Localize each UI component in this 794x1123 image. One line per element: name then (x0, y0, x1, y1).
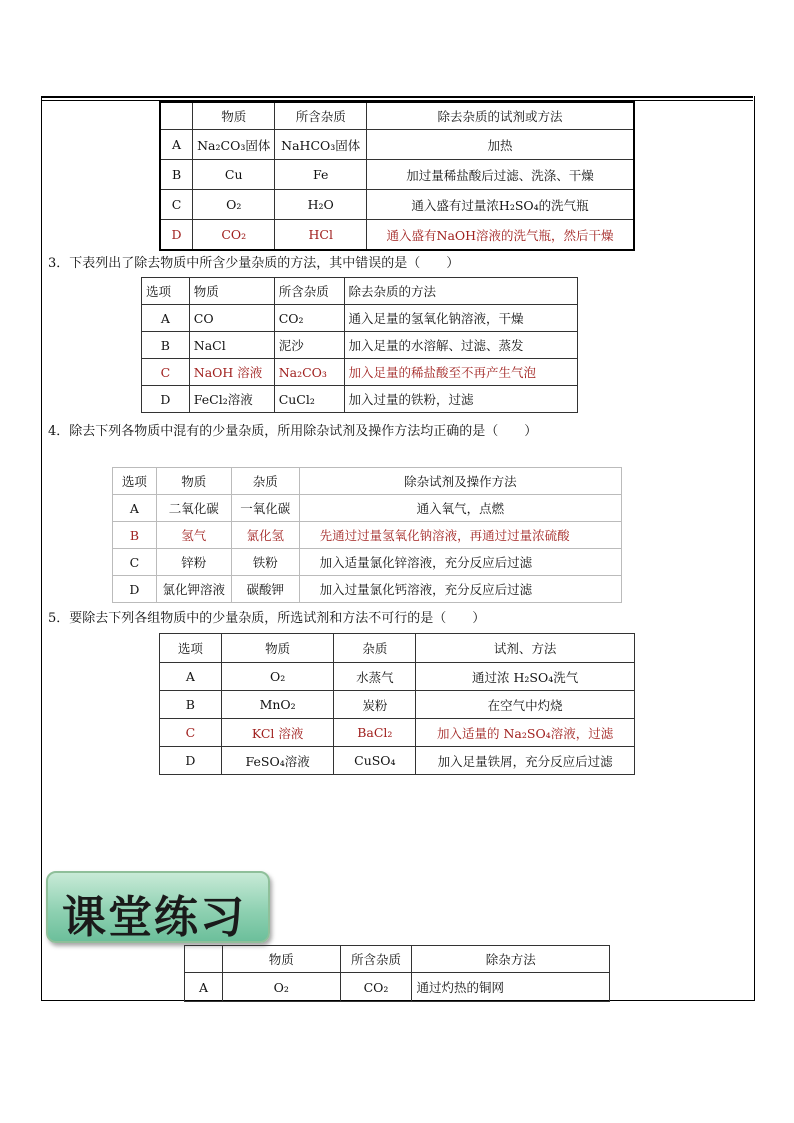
method-cell: 在空气中灼烧 (416, 691, 635, 719)
option-cell: B (142, 332, 190, 359)
substance-cell: FeSO₄溶液 (221, 747, 334, 775)
method-cell: 加入足量的稀盐酸至不再产生气泡 (344, 359, 577, 386)
section-title: 课堂练习 (62, 892, 246, 943)
option-cell: A (160, 663, 222, 691)
table-row (113, 576, 622, 603)
header-cell: 物质 (193, 103, 275, 130)
table-q4 (112, 467, 622, 603)
substance-cell: 二氧化碳 (156, 495, 231, 522)
header-cell: 除去杂质的试剂或方法 (367, 103, 634, 130)
question-4-text: 4．除去下列各物质中混有的少量杂质，所用除杂试剂及操作方法均正确的是（ ） (48, 424, 538, 439)
table-row (160, 691, 635, 719)
impurity-cell: 水蒸气 (334, 663, 416, 691)
substance-cell: 氢气 (156, 522, 231, 549)
header-cell: 物质 (221, 634, 334, 663)
substance-cell: FeCl₂溶液 (189, 386, 274, 413)
header-cell (161, 103, 193, 130)
answer-row (161, 220, 634, 250)
impurity-cell: BaCl₂ (334, 719, 416, 747)
impurity-cell: 炭粉 (334, 691, 416, 719)
substance-cell: 锌粉 (156, 549, 231, 576)
table-header (161, 103, 634, 130)
option-cell: C (160, 719, 222, 747)
substance-cell: O₂ (221, 663, 334, 691)
header-cell: 选项 (160, 634, 222, 663)
header-cell: 杂质 (231, 468, 299, 495)
answer-row (160, 719, 635, 747)
substance-cell: O₂ (193, 190, 275, 220)
method-cell: 通过浓 H₂SO₄洗气 (416, 663, 635, 691)
option-cell: D (113, 576, 157, 603)
method-cell: 加入足量的水溶解、过滤、蒸发 (344, 332, 577, 359)
method-cell: 通过灼热的铜网 (412, 973, 610, 1002)
table-q5 (159, 633, 635, 775)
table-row (142, 332, 578, 359)
option-cell: B (113, 522, 157, 549)
impurity-cell: NaHCO₃固体 (275, 130, 367, 160)
table-row (161, 190, 634, 220)
header-cell: 所含杂质 (275, 103, 367, 130)
answer-row (113, 522, 622, 549)
header-cell: 物质 (222, 946, 340, 973)
table-header (113, 468, 622, 495)
impurity-cell: Fe (275, 160, 367, 190)
table-row (161, 160, 634, 190)
table-row (185, 973, 610, 1002)
method-cell: 通入盛有NaOH溶液的洗气瓶，然后干燥 (367, 220, 634, 250)
option-cell: B (161, 160, 193, 190)
option-cell: A (142, 305, 190, 332)
impurity-cell: 泥沙 (274, 332, 344, 359)
method-cell: 加入适量的 Na₂SO₄溶液，过滤 (416, 719, 635, 747)
answer-row (142, 359, 578, 386)
table-row (113, 549, 622, 576)
substance-cell: KCl 溶液 (221, 719, 334, 747)
substance-cell: MnO₂ (221, 691, 334, 719)
table-row (113, 495, 622, 522)
option-cell: C (161, 190, 193, 220)
method-cell: 加入适量氯化锌溶液，充分反应后过滤 (299, 549, 621, 576)
impurity-cell: CuSO₄ (334, 747, 416, 775)
header-cell: 所含杂质 (274, 278, 344, 305)
substance-cell: O₂ (222, 973, 340, 1002)
method-cell: 加入过量氯化钙溶液，充分反应后过滤 (299, 576, 621, 603)
substance-cell: NaOH 溶液 (189, 359, 274, 386)
option-cell: A (185, 973, 223, 1002)
table-row (160, 663, 635, 691)
substance-cell: NaCl (189, 332, 274, 359)
option-cell: A (161, 130, 193, 160)
method-cell: 加过量稀盐酸后过滤、洗涤、干燥 (367, 160, 634, 190)
method-cell: 通入盛有过量浓H₂SO₄的洗气瓶 (367, 190, 634, 220)
header-cell: 试剂、方法 (416, 634, 635, 663)
substance-cell: CO₂ (193, 220, 275, 250)
substance-cell: CO (189, 305, 274, 332)
impurity-cell: HCl (275, 220, 367, 250)
impurity-cell: Na₂CO₃ (274, 359, 344, 386)
header-cell: 所含杂质 (340, 946, 412, 973)
substance-cell: Cu (193, 160, 275, 190)
table-practice (184, 945, 610, 1002)
header-cell: 杂质 (334, 634, 416, 663)
option-cell: D (160, 747, 222, 775)
table-row (160, 747, 635, 775)
method-cell: 加热 (367, 130, 634, 160)
impurity-cell: CuCl₂ (274, 386, 344, 413)
header-cell: 选项 (113, 468, 157, 495)
impurity-cell: H₂O (275, 190, 367, 220)
option-cell: A (113, 495, 157, 522)
impurity-cell: 氯化氢 (231, 522, 299, 549)
method-cell: 先通过过量氢氧化钠溶液，再通过过量浓硫酸 (299, 522, 621, 549)
table-row (142, 386, 578, 413)
option-cell: B (160, 691, 222, 719)
substance-cell: Na₂CO₃固体 (193, 130, 275, 160)
table-header (160, 634, 635, 663)
header-cell: 物质 (189, 278, 274, 305)
method-cell: 通入氧气，点燃 (299, 495, 621, 522)
question-3-text: 3．下表列出了除去物质中所含少量杂质的方法，其中错误的是（ ） (48, 256, 460, 271)
option-cell: C (113, 549, 157, 576)
section-banner (46, 871, 270, 943)
header-cell: 物质 (156, 468, 231, 495)
substance-cell: 氯化钾溶液 (156, 576, 231, 603)
table-q3 (141, 277, 578, 413)
option-cell: D (161, 220, 193, 250)
option-cell: D (142, 386, 190, 413)
header-cell (185, 946, 223, 973)
option-cell: C (142, 359, 190, 386)
table-header (185, 946, 610, 973)
header-cell: 除杂方法 (412, 946, 610, 973)
method-cell: 加入足量铁屑，充分反应后过滤 (416, 747, 635, 775)
header-cell: 选项 (142, 278, 190, 305)
question-5-text: 5．要除去下列各组物质中的少量杂质，所选试剂和方法不可行的是（ ） (48, 611, 486, 626)
impurity-cell: CO₂ (340, 973, 412, 1002)
method-cell: 加入过量的铁粉，过滤 (344, 386, 577, 413)
table-1 (160, 102, 634, 250)
table-row (161, 130, 634, 160)
header-cell: 除杂试剂及操作方法 (299, 468, 621, 495)
table-header (142, 278, 578, 305)
table-row (142, 305, 578, 332)
impurity-cell: 一氧化碳 (231, 495, 299, 522)
impurity-cell: 铁粉 (231, 549, 299, 576)
header-cell: 除去杂质的方法 (344, 278, 577, 305)
impurity-cell: CO₂ (274, 305, 344, 332)
impurity-cell: 碳酸钾 (231, 576, 299, 603)
method-cell: 通入足量的氢氧化钠溶液，干燥 (344, 305, 577, 332)
